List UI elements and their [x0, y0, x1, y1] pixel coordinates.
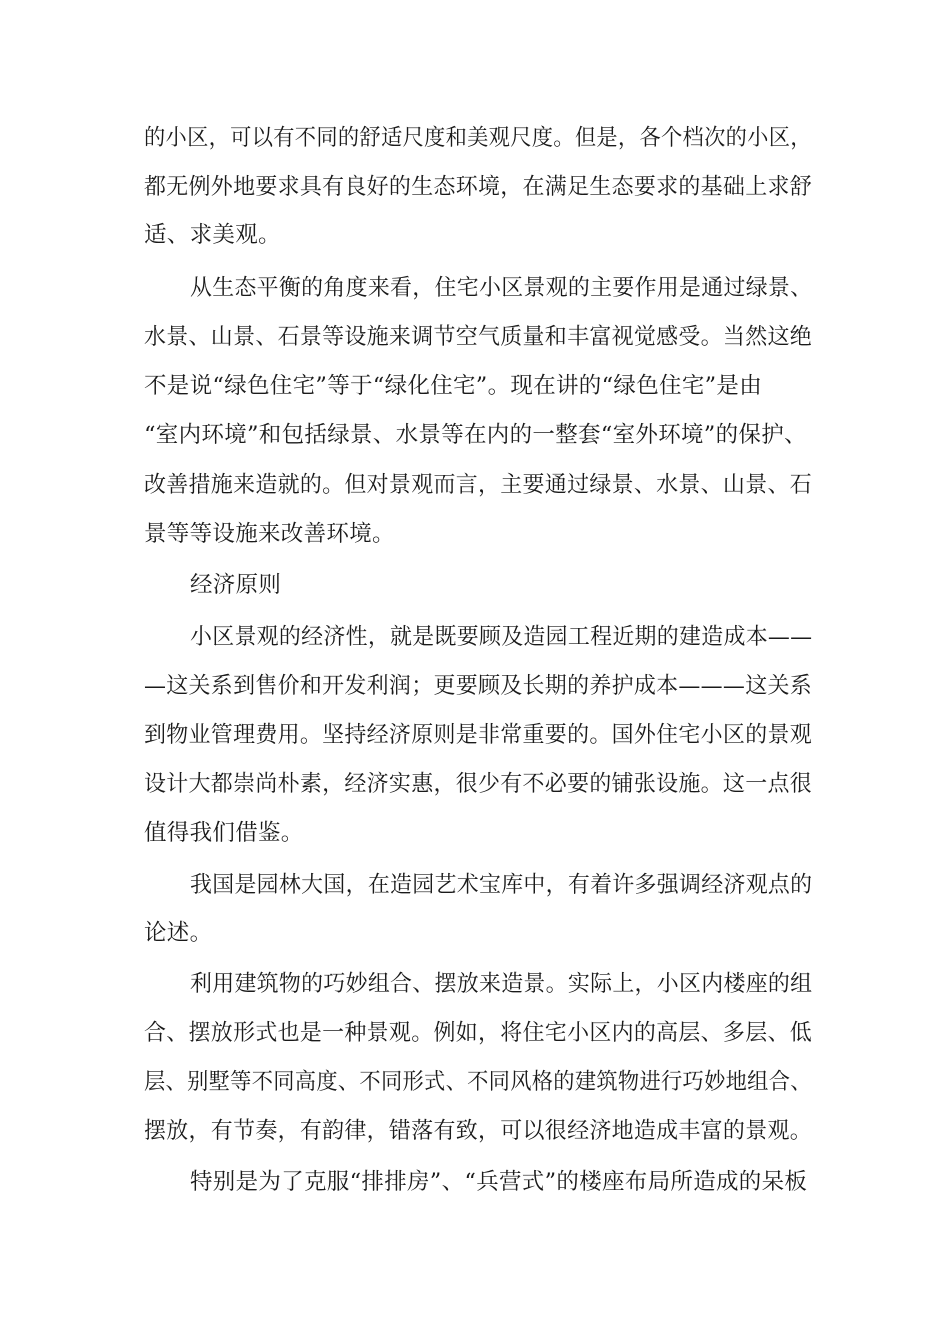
- text-line: 从生态平衡的角度来看，住宅小区景观的主要作用是通过绿景、: [190, 275, 813, 301]
- text-line: 适、求美观。: [144, 222, 281, 248]
- text-line: 改善措施来造就的。但对景观而言，主要通过绿景、水景、山景、石: [144, 472, 813, 498]
- text-line: 值得我们借鉴。: [144, 820, 304, 846]
- text-line: 利用建筑物的巧妙组合、摆放来造景。实际上，小区内楼座的组: [190, 971, 813, 997]
- text-line: —这关系到售价和开发利润；更要顾及长期的养护成本———这关系: [144, 673, 813, 699]
- text-line: 特别是为了克服“排排房”、“兵营式”的楼座布局所造成的呆板: [190, 1169, 808, 1195]
- text-line: 论述。: [144, 920, 213, 946]
- text-line: 层、别墅等不同高度、不同形式、不同风格的建筑物进行巧妙地组合、: [144, 1069, 812, 1095]
- section-heading: 经济原则: [190, 572, 282, 598]
- text-line: 的小区，可以有不同的舒适尺度和美观尺度。但是，各个档次的小区，: [144, 125, 812, 151]
- text-line: 不是说“绿色住宅”等于“绿化住宅”。现在讲的“绿色住宅”是由: [144, 373, 763, 399]
- text-line: 小区景观的经济性，就是既要顾及造园工程近期的建造成本——: [190, 624, 813, 650]
- text-line: 到物业管理费用。坚持经济原则是非常重要的。国外住宅小区的景观: [144, 722, 813, 748]
- text-line: “室内环境”和包括绿景、水景等在内的一整套“室外环境”的保护、: [144, 422, 807, 448]
- text-line: 我国是园林大国，在造园艺术宝库中，有着许多强调经济观点的: [190, 872, 813, 898]
- text-line: 水景、山景、石景等设施来调节空气质量和丰富视觉感受。当然这绝: [144, 324, 813, 350]
- text-line: 都无例外地要求具有良好的生态环境，在满足生态要求的基础上求舒: [144, 174, 813, 200]
- text-line: 景等等设施来改善环境。: [144, 521, 395, 547]
- text-line: 合、摆放形式也是一种景观。例如，将住宅小区内的高层、多层、低: [144, 1020, 813, 1046]
- text-line: 摆放，有节奏，有韵律，错落有致，可以很经济地造成丰富的景观。: [144, 1118, 813, 1144]
- text-line: 设计大都崇尚朴素，经济实惠，很少有不必要的铺张设施。这一点很: [144, 771, 813, 797]
